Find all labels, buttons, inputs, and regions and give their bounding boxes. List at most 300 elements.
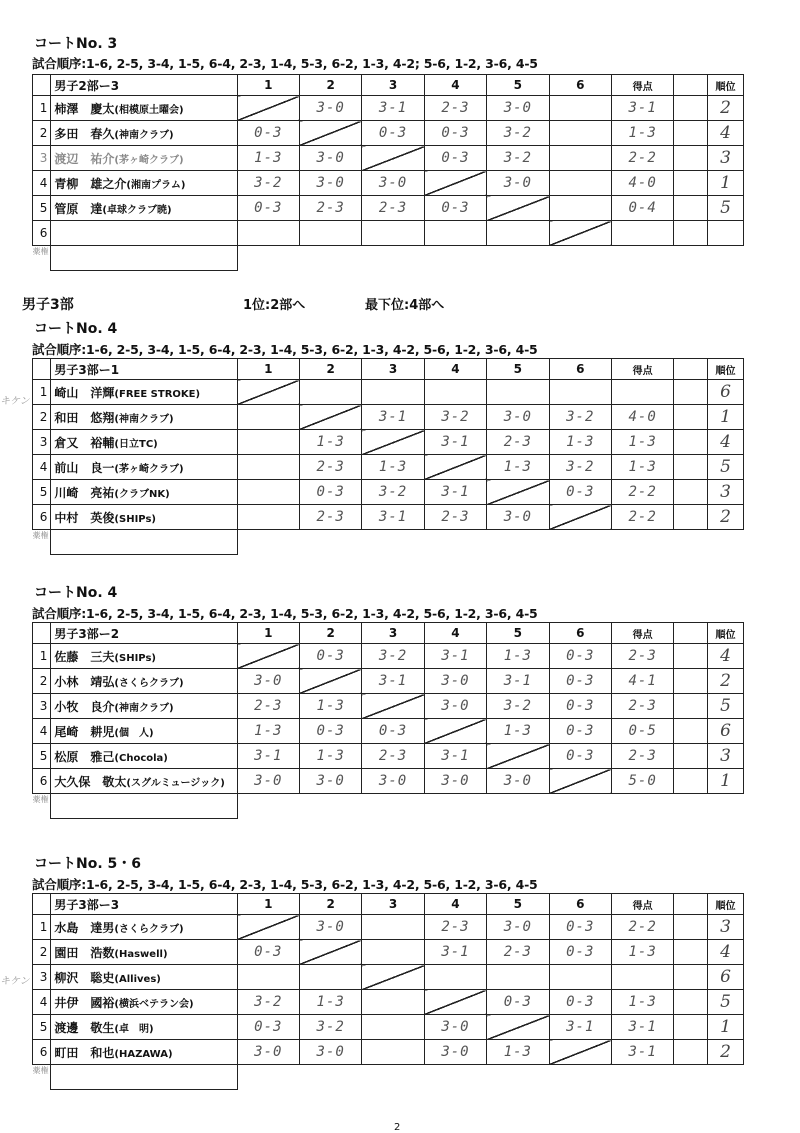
score-value: 3-2 xyxy=(503,125,532,141)
player-row xyxy=(33,1040,744,1065)
points-cell xyxy=(611,990,673,1015)
points-value: 1-3 xyxy=(628,459,657,475)
yakuin-label: 薬権 xyxy=(32,795,49,804)
player-name-cell xyxy=(51,196,237,221)
promotion-note: 1位:2部へ xyxy=(243,298,306,313)
score-cell xyxy=(237,669,299,694)
score-value: 0-3 xyxy=(254,125,283,141)
diagonal-cell xyxy=(299,405,361,430)
score-value: 0-3 xyxy=(316,648,345,664)
yakuin-row xyxy=(33,1065,744,1090)
player-name-cell xyxy=(51,915,237,940)
match-order: 試合順序:1-6, 2-5, 3-4, 1-5, 6-4, 2-3, 1-4, 5-3, 6-2, 1-3, 4-2, 5-6, 1-2, 3-6, 4-5 xyxy=(32,606,538,621)
score-cell xyxy=(362,990,424,1015)
player-row xyxy=(33,744,744,769)
score-cell xyxy=(299,744,361,769)
score-value: 0-3 xyxy=(441,200,470,216)
score-cell xyxy=(549,380,611,405)
score-value: 3-2 xyxy=(441,409,470,425)
player-number: 6 xyxy=(33,1040,51,1065)
player-name-cell xyxy=(51,669,237,694)
blank-cell xyxy=(674,196,708,221)
score-value: 1-3 xyxy=(254,150,283,166)
score-cell xyxy=(424,1040,486,1065)
player-row xyxy=(33,196,744,221)
player-number: 5 xyxy=(33,744,51,769)
yakuin-spacer xyxy=(674,1065,708,1090)
player-row xyxy=(33,694,744,719)
points-cell xyxy=(611,644,673,669)
player-number: 2 xyxy=(33,669,51,694)
player-number: 4 xyxy=(33,719,51,744)
rank-value: 4 xyxy=(720,432,731,452)
score-cell xyxy=(362,940,424,965)
player-name-cell xyxy=(51,1015,237,1040)
score-cell xyxy=(487,505,549,530)
score-value: 1-3 xyxy=(566,434,595,450)
score-cell xyxy=(424,480,486,505)
rank-cell xyxy=(708,769,744,794)
column-number: 5 xyxy=(487,623,549,644)
score-cell xyxy=(549,940,611,965)
player-name-cell xyxy=(51,96,237,121)
yakuin-spacer xyxy=(424,794,486,819)
score-cell xyxy=(487,121,549,146)
score-value: 2-3 xyxy=(441,919,470,935)
score-value: 3-2 xyxy=(566,459,595,475)
score-cell xyxy=(424,196,486,221)
score-cell xyxy=(424,744,486,769)
player-club: (神南クラブ) xyxy=(114,413,174,425)
blank-cell xyxy=(674,121,708,146)
yakuin-spacer xyxy=(611,530,673,555)
points-cell xyxy=(611,430,673,455)
score-value: 3-1 xyxy=(441,944,470,960)
score-value: 2-3 xyxy=(316,459,345,475)
score-cell xyxy=(487,719,549,744)
score-cell xyxy=(299,769,361,794)
score-cell xyxy=(362,221,424,246)
diagonal-cell xyxy=(487,744,549,769)
blank-cell xyxy=(674,644,708,669)
score-cell xyxy=(549,719,611,744)
points-value: 2-3 xyxy=(628,698,657,714)
yakuin-spacer xyxy=(549,246,611,271)
diagonal-cell xyxy=(424,990,486,1015)
yakuin-box xyxy=(51,530,237,555)
yakuin-spacer xyxy=(708,530,744,555)
score-cell xyxy=(424,769,486,794)
diagonal-cell xyxy=(549,1040,611,1065)
score-value: 0-3 xyxy=(316,723,345,739)
score-value: 3-0 xyxy=(316,150,345,166)
score-cell xyxy=(487,965,549,990)
score-value: 2-3 xyxy=(378,748,408,764)
diagonal-cell xyxy=(549,769,611,794)
rank-cell xyxy=(708,380,744,405)
player-row xyxy=(33,719,744,744)
points-value: 5-0 xyxy=(628,773,657,789)
player-number: 6 xyxy=(33,505,51,530)
score-cell xyxy=(424,644,486,669)
score-cell xyxy=(549,430,611,455)
score-cell xyxy=(487,940,549,965)
points-cell xyxy=(611,940,673,965)
player-row xyxy=(33,480,744,505)
points-value: 1-3 xyxy=(628,944,657,960)
player-club: (Chocola) xyxy=(114,752,168,764)
score-cell xyxy=(362,915,424,940)
diagonal-cell xyxy=(549,221,611,246)
column-number: 4 xyxy=(424,359,486,380)
player-row xyxy=(33,769,744,794)
score-value: 3-1 xyxy=(441,434,470,450)
score-value: 1-3 xyxy=(503,648,532,664)
player-number: 1 xyxy=(33,380,51,405)
score-cell xyxy=(487,694,549,719)
score-cell xyxy=(299,171,361,196)
points-cell xyxy=(611,480,673,505)
player-name-cell xyxy=(51,744,237,769)
score-value: 1-3 xyxy=(378,459,408,475)
player-number: 2 xyxy=(33,405,51,430)
yakuin-spacer xyxy=(237,530,299,555)
score-cell xyxy=(299,480,361,505)
yakuin-spacer xyxy=(708,246,744,271)
group-name: 男子3部ー1 xyxy=(51,359,237,380)
diagonal-cell xyxy=(237,915,299,940)
column-number: 5 xyxy=(487,359,549,380)
diagonal-cell xyxy=(487,480,549,505)
score-value: 3-0 xyxy=(316,1044,345,1060)
round-robin-table xyxy=(32,622,744,819)
score-cell xyxy=(424,405,486,430)
player-club: (相模原土曜会) xyxy=(114,104,184,116)
score-value: 0-3 xyxy=(566,944,595,960)
rank-cell xyxy=(708,915,744,940)
rank-cell xyxy=(708,221,744,246)
score-value: 0-3 xyxy=(566,748,595,764)
score-cell xyxy=(299,221,361,246)
player-name: 前山 良一 xyxy=(54,460,115,475)
player-row xyxy=(33,505,744,530)
player-name-cell xyxy=(51,505,237,530)
rank-cell xyxy=(708,405,744,430)
court-title: コートNo. 3 xyxy=(34,36,118,52)
score-cell xyxy=(237,744,299,769)
header-row xyxy=(33,623,744,644)
rank-cell xyxy=(708,990,744,1015)
match-order: 試合順序:1-6, 2-5, 3-4, 1-5, 6-4, 2-3, 1-4, 5-3, 6-2, 1-3, 4-2; 5-6, 1-2, 3-6, 4-5 xyxy=(32,56,538,71)
score-value: 2-3 xyxy=(441,509,470,525)
score-cell xyxy=(424,694,486,719)
rank-value: 1 xyxy=(720,771,731,791)
column-number: 3 xyxy=(362,894,424,915)
player-name: 小林 靖弘 xyxy=(54,674,115,689)
score-cell xyxy=(362,196,424,221)
score-cell xyxy=(362,405,424,430)
player-name: 中村 英俊 xyxy=(54,510,115,525)
column-number: 6 xyxy=(549,894,611,915)
score-value: 1-3 xyxy=(503,723,532,739)
points-cell xyxy=(611,380,673,405)
score-cell xyxy=(549,121,611,146)
score-value: 2-3 xyxy=(316,509,345,525)
score-cell xyxy=(487,990,549,1015)
yakuin-box xyxy=(51,246,237,271)
withdrawal-stamp: キケン xyxy=(0,976,30,987)
column-number: 1 xyxy=(237,75,299,96)
rank-cell xyxy=(708,171,744,196)
score-cell xyxy=(299,380,361,405)
score-cell xyxy=(237,694,299,719)
yakuin-spacer xyxy=(487,1065,549,1090)
column-number: 3 xyxy=(362,623,424,644)
diagonal-cell xyxy=(549,505,611,530)
points-cell xyxy=(611,669,673,694)
score-value: 2-3 xyxy=(316,200,345,216)
player-row xyxy=(33,430,744,455)
match-order: 試合順序:1-6, 2-5, 3-4, 1-5, 6-4, 2-3, 1-4, 5-3, 6-2, 1-3, 4-2, 5-6, 1-2, 3-6, 4-5 xyxy=(32,877,538,892)
yakuin-spacer xyxy=(424,1065,486,1090)
player-number: 3 xyxy=(33,694,51,719)
player-number: 3 xyxy=(33,146,51,171)
score-value: 3-0 xyxy=(316,100,345,116)
header-blank xyxy=(33,75,51,96)
score-value: 2-3 xyxy=(441,100,470,116)
yakuin-spacer xyxy=(549,794,611,819)
column-number: 6 xyxy=(549,359,611,380)
score-value: 3-2 xyxy=(503,698,532,714)
player-name-cell xyxy=(51,146,237,171)
player-name: 青柳 雄之介 xyxy=(54,176,127,191)
score-value: 3-1 xyxy=(441,648,470,664)
points-cell xyxy=(611,221,673,246)
yakuin-spacer xyxy=(611,794,673,819)
player-number: 4 xyxy=(33,171,51,196)
score-cell xyxy=(362,455,424,480)
rank-cell xyxy=(708,121,744,146)
yakuin-spacer xyxy=(237,794,299,819)
player-name-cell xyxy=(51,171,237,196)
points-cell xyxy=(611,121,673,146)
player-name: 大久保 敬太 xyxy=(54,774,127,789)
court-title: コートNo. 4 xyxy=(34,321,118,337)
player-name-cell xyxy=(51,480,237,505)
blank-header xyxy=(674,75,708,96)
score-cell xyxy=(362,171,424,196)
player-club: (茅ヶ崎クラブ) xyxy=(114,463,184,475)
player-row xyxy=(33,221,744,246)
player-row xyxy=(33,405,744,430)
blank-cell xyxy=(674,480,708,505)
player-number: 4 xyxy=(33,455,51,480)
rank-value: 1 xyxy=(720,173,731,193)
section-title: 男子3部 xyxy=(22,297,74,313)
score-value: 3-1 xyxy=(378,509,408,525)
score-value: 3-2 xyxy=(503,150,532,166)
player-name: 水島 達男 xyxy=(54,920,115,935)
rank-value: 6 xyxy=(720,721,731,741)
yakuin-spacer xyxy=(362,530,424,555)
score-cell xyxy=(237,405,299,430)
yakuin-row xyxy=(33,530,744,555)
round-robin-table xyxy=(32,358,744,555)
yakuin-spacer xyxy=(708,1065,744,1090)
points-value: 2-2 xyxy=(628,509,657,525)
score-cell xyxy=(549,146,611,171)
player-club: (神南クラブ) xyxy=(114,129,174,141)
score-value: 0-3 xyxy=(566,484,595,500)
rank-header: 順位 xyxy=(708,623,744,644)
score-cell xyxy=(424,96,486,121)
points-cell xyxy=(611,719,673,744)
blank-cell xyxy=(674,171,708,196)
score-value: 3-0 xyxy=(316,773,345,789)
score-value: 3-1 xyxy=(503,673,532,689)
rank-value: 4 xyxy=(720,123,731,143)
points-value: 3-1 xyxy=(628,100,657,116)
diagonal-cell xyxy=(237,644,299,669)
score-cell xyxy=(487,405,549,430)
score-cell xyxy=(487,221,549,246)
score-cell xyxy=(549,644,611,669)
rank-value: 1 xyxy=(720,407,731,427)
score-cell xyxy=(362,121,424,146)
yakuin-spacer xyxy=(424,530,486,555)
rank-value: 6 xyxy=(720,382,731,402)
rank-cell xyxy=(708,480,744,505)
blank-cell xyxy=(674,965,708,990)
rank-value: 2 xyxy=(720,507,731,527)
score-cell xyxy=(299,196,361,221)
score-value: 0-3 xyxy=(378,125,408,141)
player-name-cell xyxy=(51,719,237,744)
column-number: 3 xyxy=(362,75,424,96)
points-cell xyxy=(611,196,673,221)
player-club: (FREE STROKE) xyxy=(114,388,201,400)
score-value: 1-3 xyxy=(503,459,532,475)
rank-value: 2 xyxy=(720,671,731,691)
yakuin-spacer xyxy=(299,246,361,271)
diagonal-cell xyxy=(362,146,424,171)
blank-cell xyxy=(674,430,708,455)
blank-cell xyxy=(674,719,708,744)
blank-cell xyxy=(674,505,708,530)
score-cell xyxy=(299,990,361,1015)
yakuin-spacer xyxy=(299,1065,361,1090)
yakuin-spacer xyxy=(237,246,299,271)
score-value: 0-3 xyxy=(441,125,470,141)
score-cell xyxy=(299,146,361,171)
yakuin-label: 薬権 xyxy=(32,1066,49,1075)
withdrawal-stamp: キケン xyxy=(0,396,30,407)
player-row xyxy=(33,1015,744,1040)
rank-header: 順位 xyxy=(708,894,744,915)
player-name: 渡辺 祐介 xyxy=(54,151,115,166)
rank-cell xyxy=(708,1015,744,1040)
diagonal-cell xyxy=(299,940,361,965)
score-value: 0-3 xyxy=(254,1019,283,1035)
rank-cell xyxy=(708,196,744,221)
player-name: 松原 雅己 xyxy=(54,749,115,764)
points-value: 1-3 xyxy=(628,125,657,141)
player-number: 3 xyxy=(33,965,51,990)
player-club: (SHIPs) xyxy=(114,513,156,525)
player-row xyxy=(33,96,744,121)
score-cell xyxy=(299,719,361,744)
score-cell xyxy=(299,644,361,669)
rank-cell xyxy=(708,505,744,530)
score-cell xyxy=(362,480,424,505)
score-value: 0-3 xyxy=(566,698,595,714)
yakuin-spacer xyxy=(487,794,549,819)
column-number: 2 xyxy=(299,894,361,915)
score-value: 3-0 xyxy=(441,698,470,714)
score-value: 2-3 xyxy=(254,698,283,714)
player-club: (Haswell) xyxy=(114,948,168,960)
yakuin-spacer xyxy=(611,246,673,271)
column-number: 2 xyxy=(299,623,361,644)
score-value: 0-3 xyxy=(566,648,595,664)
score-cell xyxy=(237,719,299,744)
score-value: 0-3 xyxy=(503,994,532,1010)
diagonal-cell xyxy=(487,196,549,221)
diagonal-cell xyxy=(237,380,299,405)
player-club: (さくらクラブ) xyxy=(114,677,184,689)
player-name-cell xyxy=(51,221,237,246)
rank-cell xyxy=(708,644,744,669)
rank-cell xyxy=(708,694,744,719)
rank-value: 3 xyxy=(720,746,731,766)
rank-value: 6 xyxy=(720,967,731,987)
column-number: 5 xyxy=(487,75,549,96)
player-club: (湘南プラム) xyxy=(126,179,186,191)
player-club: (日立TC) xyxy=(114,438,158,450)
score-cell xyxy=(362,769,424,794)
score-cell xyxy=(299,505,361,530)
diagonal-cell xyxy=(237,96,299,121)
blank-cell xyxy=(674,455,708,480)
score-cell xyxy=(299,430,361,455)
group-name: 男子2部ー3 xyxy=(51,75,237,96)
player-club: (横浜ベテラン会) xyxy=(114,998,194,1010)
player-number: 1 xyxy=(33,96,51,121)
column-number: 1 xyxy=(237,359,299,380)
score-value: 3-2 xyxy=(378,484,408,500)
rank-value: 5 xyxy=(720,992,731,1012)
player-row xyxy=(33,121,744,146)
score-value: 1-3 xyxy=(316,434,345,450)
blank-cell xyxy=(674,990,708,1015)
score-cell xyxy=(424,430,486,455)
player-name-cell xyxy=(51,965,237,990)
group-name: 男子3部ー2 xyxy=(51,623,237,644)
blank-cell xyxy=(674,1040,708,1065)
player-number: 1 xyxy=(33,644,51,669)
header-blank xyxy=(33,359,51,380)
score-cell xyxy=(237,196,299,221)
blank-header xyxy=(674,894,708,915)
player-name: 多田 春久 xyxy=(54,126,115,141)
player-name: 町田 和也 xyxy=(54,1045,115,1060)
player-club: (神南クラブ) xyxy=(114,702,174,714)
score-value: 3-1 xyxy=(378,100,408,116)
score-cell xyxy=(237,1040,299,1065)
score-value: 2-3 xyxy=(378,200,408,216)
player-row xyxy=(33,146,744,171)
yakuin-spacer xyxy=(299,530,361,555)
